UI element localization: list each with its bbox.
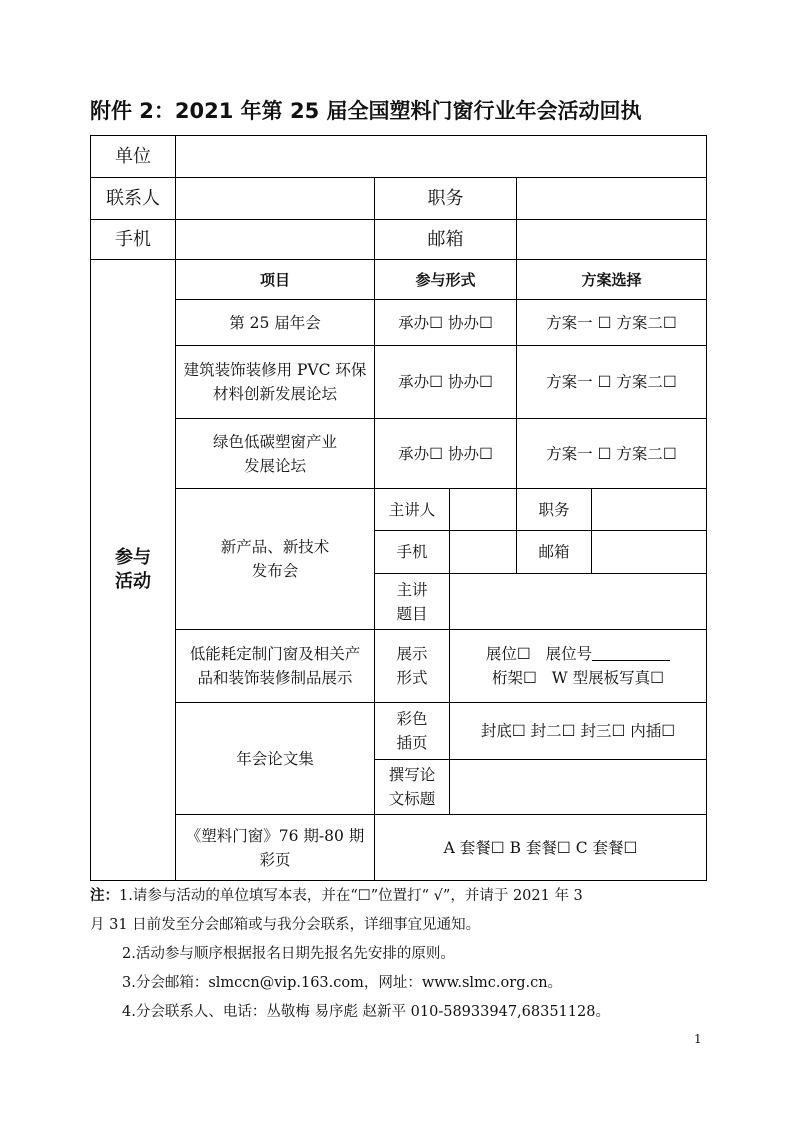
paper-title-input-cell[interactable] [450,760,707,815]
green-forum-row [91,419,707,489]
launch-event-name: 新产品、新技术 发布会 [176,489,375,630]
note-1-line-1: 1.请参与活动的单位填写本表，并在“☐”位置打“ √”，并请于 2021 年 3 [119,888,583,904]
speaker-position-input-cell[interactable] [592,489,707,531]
note-1-line-2: 月 31 日前发至分会邮箱或与我分会联系，详细事宜见通知。 [90,917,481,933]
annual-meeting-row [91,300,707,346]
speaker-email-input-cell[interactable] [592,531,707,574]
green-forum-plan-options[interactable]: 方案一 ☐ 方案二☐ [517,419,707,489]
speaker-position-label: 职务 [517,489,592,531]
note-3: 3.分会邮箱：slmccn@vip.163.com，网址：www.slmc.org.cn。 [122,975,563,991]
exhibition-row [91,630,707,703]
annual-meeting-plan-options[interactable]: 方案一 ☐ 方案二☐ [517,300,707,346]
speaker-label: 主讲人 [375,489,450,531]
unit-input-cell[interactable] [176,136,707,178]
notes-section [90,882,708,1027]
email-label: 邮箱 [375,220,517,260]
pvc-forum-form-options[interactable]: 承办☐ 协办☐ [375,346,517,419]
pvc-forum-row [91,346,707,419]
exhibition-form-options [450,630,707,703]
unit-label: 单位 [91,136,176,178]
notes-label: 注： [90,888,119,904]
mobile-input-cell[interactable] [176,220,375,260]
contact-row [91,178,707,220]
color-insert-label: 彩色 插页 [375,703,450,760]
truss-option[interactable]: 桁架☐ [492,669,537,687]
header-plan: 方案选择 [517,260,707,300]
booth-number-label: 展位号 [545,645,593,663]
magazine-package-options[interactable]: A 套餐☐ B 套餐☐ C 套餐☐ [375,815,707,881]
pvc-forum-name: 建筑装饰装修用 PVC 环保 材料创新发展论坛 [176,346,375,419]
magazine-name: 《塑料门窗》76 期-80 期 彩页 [176,815,375,881]
page-number: 1 [694,1032,702,1046]
booth-number-blank[interactable] [592,644,670,661]
contact-label: 联系人 [91,178,176,220]
mobile-label: 手机 [91,220,176,260]
registration-form-table [90,135,707,881]
activity-header-row [91,260,707,300]
section-label-participation: 参与 活动 [91,260,176,881]
position-input-cell[interactable] [517,178,707,220]
page-title: 附件 2：2021 年第 25 届全国塑料门窗行业年会活动回执 [90,99,642,123]
header-form: 参与形式 [375,260,517,300]
mobile-row [91,220,707,260]
annual-meeting-name: 第 25 届年会 [176,300,375,346]
note-2: 2.活动参与顺序根据报名日期先报名先安排的原则。 [122,946,455,962]
papers-color-row [91,703,707,760]
pvc-forum-plan-options[interactable]: 方案一 ☐ 方案二☐ [517,346,707,419]
speaker-email-label: 邮箱 [517,531,592,574]
annual-meeting-form-options[interactable]: 承办☐ 协办☐ [375,300,517,346]
position-label: 职务 [375,178,517,220]
w-board-option[interactable]: W 型展板写真☐ [551,669,664,687]
magazine-row [91,815,707,881]
email-input-cell[interactable] [517,220,707,260]
booth-option[interactable]: 展位☐ [485,645,531,663]
green-forum-name: 绿色低碳塑窗产业 发展论坛 [176,419,375,489]
papers-collection-name: 年会论文集 [176,703,375,815]
green-forum-form-options[interactable]: 承办☐ 协办☐ [375,419,517,489]
note-4: 4.分会联系人、电话：丛敬梅 易序彪 赵新平 010-58933947,68351128。 [122,1004,610,1020]
speech-topic-label: 主讲 题目 [375,574,450,630]
exhibition-form-label: 展示 形式 [375,630,450,703]
paper-title-label: 撰写论 文标题 [375,760,450,815]
speaker-mobile-label: 手机 [375,531,450,574]
speech-topic-input-cell[interactable] [450,574,707,630]
exhibition-name: 低能耗定制门窗及相关产 品和装饰装修制品展示 [176,630,375,703]
speaker-mobile-input-cell[interactable] [450,531,517,574]
launch-speaker-row [91,489,707,531]
contact-input-cell[interactable] [176,178,375,220]
header-item: 项目 [176,260,375,300]
color-insert-options[interactable]: 封底☐ 封二☐ 封三☐ 内插☐ [450,703,707,760]
speaker-input-cell[interactable] [450,489,517,531]
unit-row [91,136,707,178]
